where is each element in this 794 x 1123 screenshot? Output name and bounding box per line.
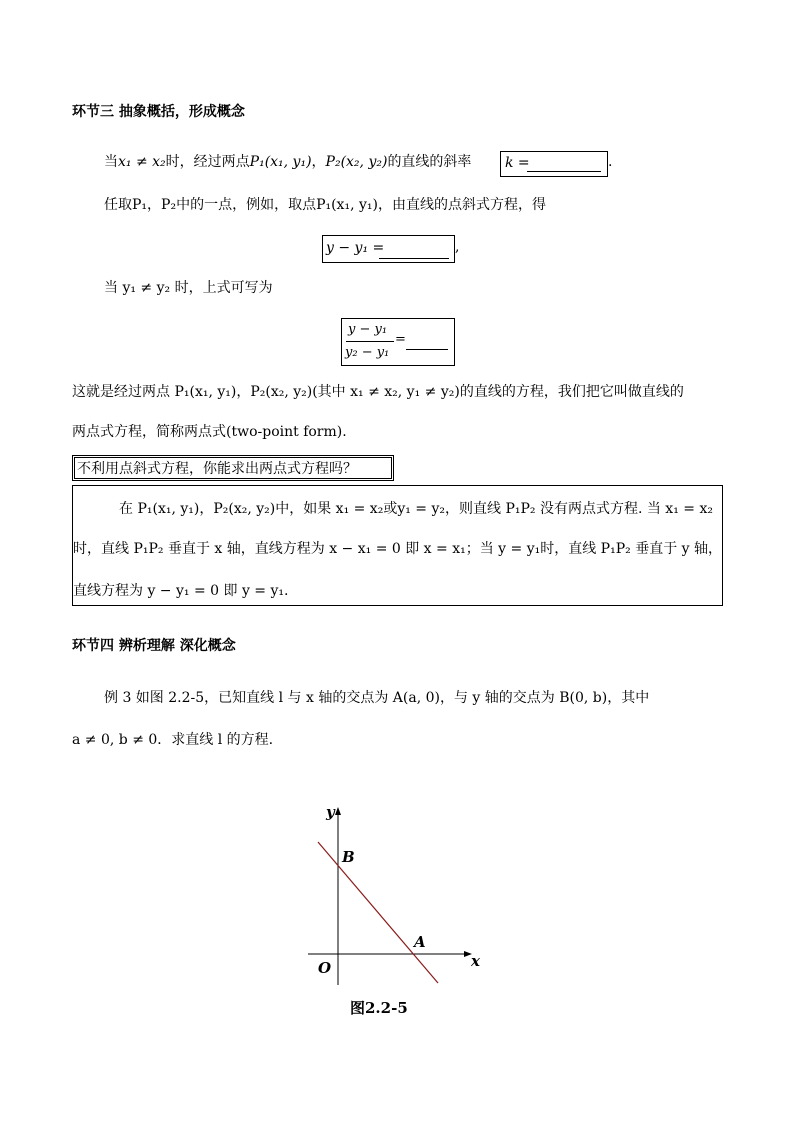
slope-cond: x₁ ≠ x₂ bbox=[118, 154, 166, 170]
answer-line-1: 在 P₁(x₁, y₁)，P₂(x₂, y₂)中，如果 x₁ = x₂或y₁ = y₂，则直线 P₁P₂ 没有两点式方程. 当 x₁ = x₂ bbox=[119, 501, 713, 517]
slope-k-label: k = bbox=[505, 155, 530, 171]
slope-suffix: 的直线的斜率 bbox=[387, 154, 472, 170]
two-point-formula-box bbox=[341, 318, 455, 366]
slope-mid: 时，经过两点 bbox=[165, 154, 250, 170]
point-slope-blank bbox=[379, 258, 449, 259]
definition-line-1: 这就是经过两点 P₁(x₁, y₁)，P₂(x₂, y₂)(其中 x₁ ≠ x₂, y₁ ≠ y₂)的直线的方程，我们把它叫做直线的 bbox=[72, 384, 684, 400]
section4-heading: 环节四 辨析理解 深化概念 bbox=[72, 638, 236, 654]
slope-blank bbox=[527, 171, 601, 172]
point-slope-lhs: y − y₁ = bbox=[326, 240, 385, 256]
y-axis-label: y bbox=[326, 803, 335, 821]
point-p1: P₁(x₁, y₁) bbox=[249, 154, 312, 170]
point-a-label: A bbox=[414, 933, 426, 951]
question-box bbox=[72, 455, 394, 481]
question-text: 不利用点斜式方程，你能求出两点式方程吗？ bbox=[77, 461, 357, 477]
slope-prefix: 当 bbox=[104, 154, 118, 170]
frac-bar bbox=[346, 341, 394, 342]
slope-end: . bbox=[608, 154, 613, 170]
figure-2-2-5 bbox=[300, 795, 500, 995]
answer-line-3: 直线方程为 y − y₁ = 0 即 y = y₁. bbox=[73, 583, 289, 599]
example-line-1: 例 3 如图 2.2-5，已知直线 l 与 x 轴的交点为 A(a, 0)，与 y 轴的交点为 B(0, b)，其中 bbox=[104, 690, 650, 706]
figure-caption: 图2.2-5 bbox=[350, 999, 408, 1017]
slope-sentence bbox=[104, 152, 471, 172]
point-slope-end: , bbox=[455, 239, 460, 255]
point-slope-box bbox=[322, 235, 455, 263]
point-b-label: B bbox=[342, 848, 355, 866]
slope-answer-box bbox=[500, 151, 608, 177]
y-axis-arrow bbox=[335, 807, 341, 815]
origin-label: O bbox=[318, 959, 332, 977]
example-line-2: a ≠ 0, b ≠ 0．求直线 l 的方程. bbox=[72, 732, 274, 748]
frac-numerator: y − y₁ bbox=[348, 322, 388, 337]
frac-denominator: y₂ − y₁ bbox=[345, 345, 390, 360]
frac-equals: = bbox=[395, 332, 406, 347]
point-p2: P₂(x₂, y₂) bbox=[325, 154, 388, 170]
definition-line-2: 两点式方程，简称两点式(two-point form). bbox=[72, 424, 347, 440]
answer-line-2: 时，直线 P₁P₂ 垂直于 x 轴，直线方程为 x − x₁ = 0 即 x = x₁；当 y = y₁时，直线 P₁P₂ 垂直于 y 轴， bbox=[73, 541, 723, 557]
take-point-sentence: 任取P₁，P₂中的一点，例如，取点P₁(x₁, y₁)，由直线的点斜式方程，得 bbox=[104, 197, 546, 213]
frac-blank bbox=[406, 349, 448, 350]
line-l bbox=[318, 842, 438, 983]
rewrite-sentence: 当 y₁ ≠ y₂ 时，上式可写为 bbox=[104, 280, 273, 296]
section3-heading: 环节三 抽象概括，形成概念 bbox=[72, 104, 245, 120]
slope-sep: ， bbox=[311, 154, 326, 170]
x-axis-label: x bbox=[471, 952, 480, 970]
answer-box bbox=[72, 485, 723, 606]
